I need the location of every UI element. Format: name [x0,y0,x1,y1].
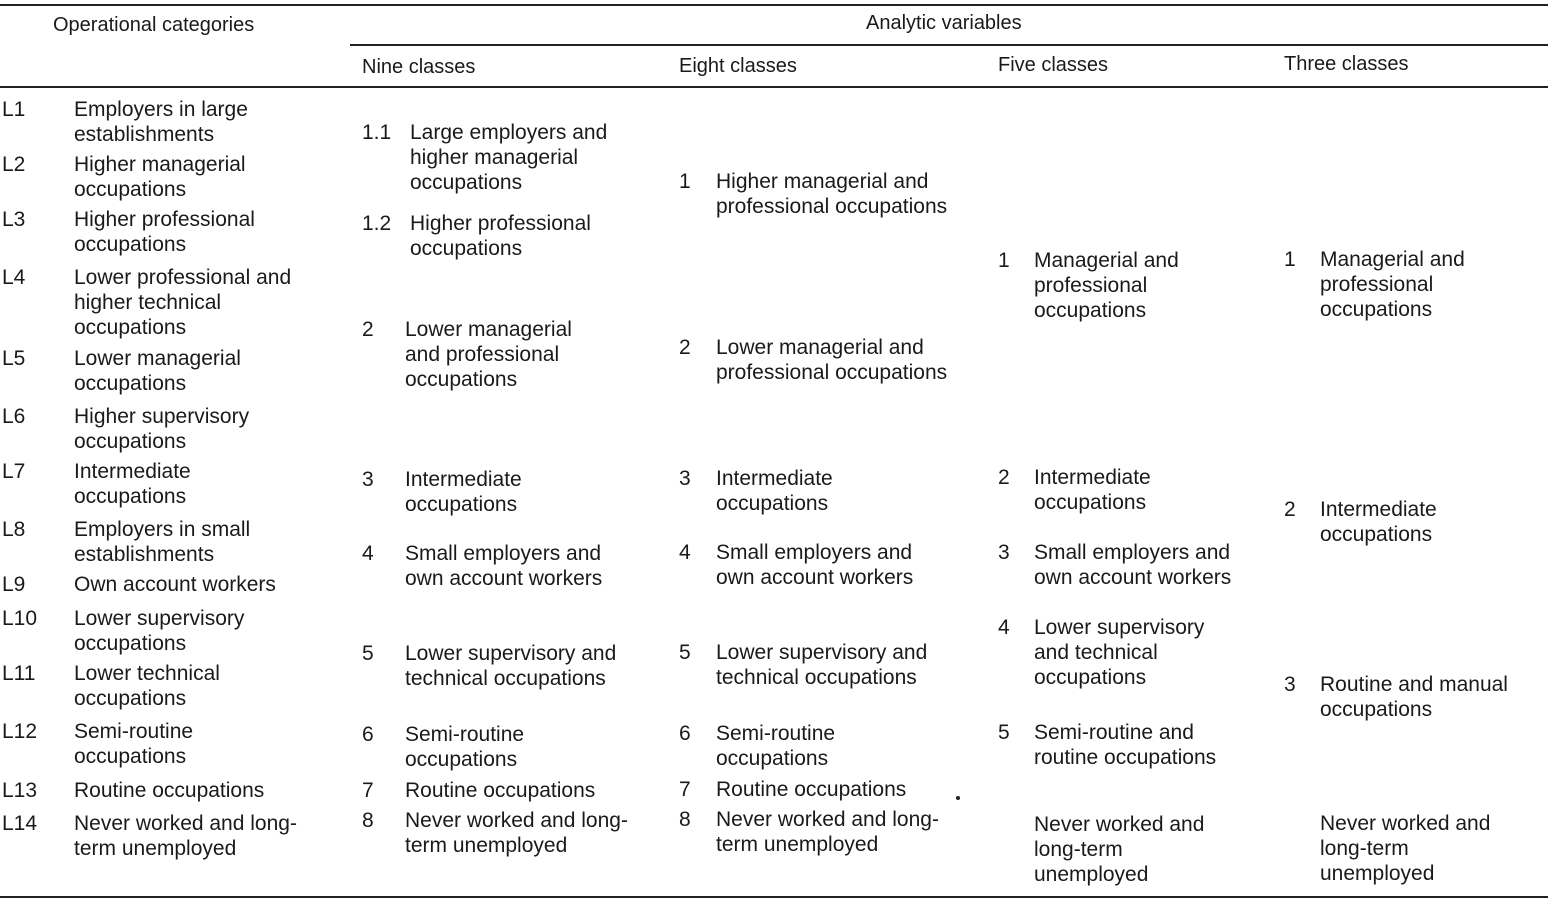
eight-class-code: 1 [679,170,691,193]
three-class-code: 1 [1284,248,1296,271]
nine-class-code: 8 [362,809,374,832]
nine-class-label: Lower supervisory and technical occupations [405,642,617,690]
operational-label: Lower supervisory occupations [74,607,245,655]
five-class-label: Managerial and professional occupations [1034,249,1179,322]
eight-class-code: 6 [679,722,691,745]
nine-class-code: 7 [362,779,374,802]
analytic-header-rule [350,44,1548,46]
five-class-label: Intermediate occupations [1034,466,1151,514]
operational-code: L11 [2,662,36,685]
five-class-label: Semi-routine and routine occupations [1034,721,1217,769]
operational-label: Intermediate occupations [74,460,191,508]
operational-code: L14 [2,812,38,835]
eight-class-label: Routine occupations [716,778,907,801]
header-bottom-rule [0,86,1548,88]
three-class-code: 3 [1284,673,1296,696]
operational-label: Employers in large establishments [74,98,248,146]
five-class-code: 5 [998,721,1010,744]
operational-code: L2 [2,153,26,176]
top-rule [0,4,1548,6]
operational-label: Routine occupations [74,779,265,802]
nine-class-code: 4 [362,542,374,565]
operational-code: L12 [2,720,38,743]
operational-code: L10 [2,607,38,630]
five-class-code: 2 [998,466,1010,489]
five-class-label: Never worked and long-term unemployed [1034,813,1205,886]
nine-class-label: Semi-routine occupations [405,723,525,771]
bottom-rule [0,896,1548,898]
eight-class-label: Never worked and long-term unemployed [716,808,939,856]
three-class-label: Managerial and professional occupations [1320,248,1465,321]
five-class-code: 3 [998,541,1010,564]
operational-code: L3 [2,208,26,231]
eight-class-label: Small employers and own account workers [716,541,914,589]
operational-label: Lower managerial occupations [74,347,241,395]
operational-code: L13 [2,779,38,802]
nine-class-code: 1.1 [362,121,392,144]
nine-class-code: 3 [362,468,374,491]
eight-class-code: 3 [679,467,691,490]
print-speck [956,796,960,800]
nine-class-label: Lower managerial and professional occupations [405,318,572,391]
nine-class-label: Higher professional occupations [410,212,591,260]
three-class-label: Intermediate occupations [1320,498,1437,546]
operational-label: Higher professional occupations [74,208,255,256]
nine-class-code: 1.2 [362,212,392,235]
eight-class-code: 4 [679,541,691,564]
nine-class-label: Intermediate occupations [405,468,522,516]
eight-class-label: Higher managerial and professional occupations [716,170,948,218]
five-class-code: 1 [998,249,1010,272]
eight-class-label: Lower supervisory and technical occupations [716,641,928,689]
operational-label: Employers in small establishments [74,518,251,566]
operational-label: Higher managerial occupations [74,153,246,201]
nine-class-label: Never worked and long-term unemployed [405,809,628,857]
nine-class-label: Large employers and higher managerial occupations [410,121,608,194]
header-three-classes: Three classes [1284,53,1409,75]
eight-class-code: 5 [679,641,691,664]
eight-class-code: 2 [679,336,691,359]
eight-class-code: 7 [679,778,691,801]
five-class-label: Lower supervisory and technical occupations [1034,616,1205,689]
operational-code: L7 [2,460,26,483]
eight-class-label: Semi-routine occupations [716,722,836,770]
operational-code: L6 [2,405,26,428]
eight-class-label: Lower managerial and professional occupations [716,336,948,384]
eight-class-label: Intermediate occupations [716,467,833,515]
header-analytic-variables: Analytic variables [866,12,1022,34]
operational-code: L1 [2,98,26,121]
operational-code: L4 [2,266,26,289]
three-class-label: Routine and manual occupations [1320,673,1508,721]
header-five-classes: Five classes [998,54,1109,76]
nine-class-code: 6 [362,723,374,746]
eight-class-code: 8 [679,808,691,831]
five-class-label: Small employers and own account workers [1034,541,1232,589]
header-operational-categories: Operational categories [53,14,255,36]
five-class-code: 4 [998,616,1010,639]
nine-class-code: 2 [362,318,374,341]
operational-code: L9 [2,573,26,596]
header-eight-classes: Eight classes [679,55,797,77]
operational-label: Never worked and long-term unemployed [74,812,297,860]
three-class-label: Never worked and long-term unemployed [1320,812,1491,885]
operational-label: Higher supervisory occupations [74,405,250,453]
nine-class-label: Routine occupations [405,779,596,802]
nine-class-label: Small employers and own account workers [405,542,603,590]
operational-label: Lower professional and higher technical occupations [74,266,292,339]
operational-code: L5 [2,347,26,370]
three-class-code: 2 [1284,498,1296,521]
header-nine-classes: Nine classes [362,56,476,78]
operational-label: Semi-routine occupations [74,720,194,768]
operational-code: L8 [2,518,26,541]
operational-label: Lower technical occupations [74,662,220,710]
operational-label: Own account workers [74,573,276,596]
nine-class-code: 5 [362,642,374,665]
